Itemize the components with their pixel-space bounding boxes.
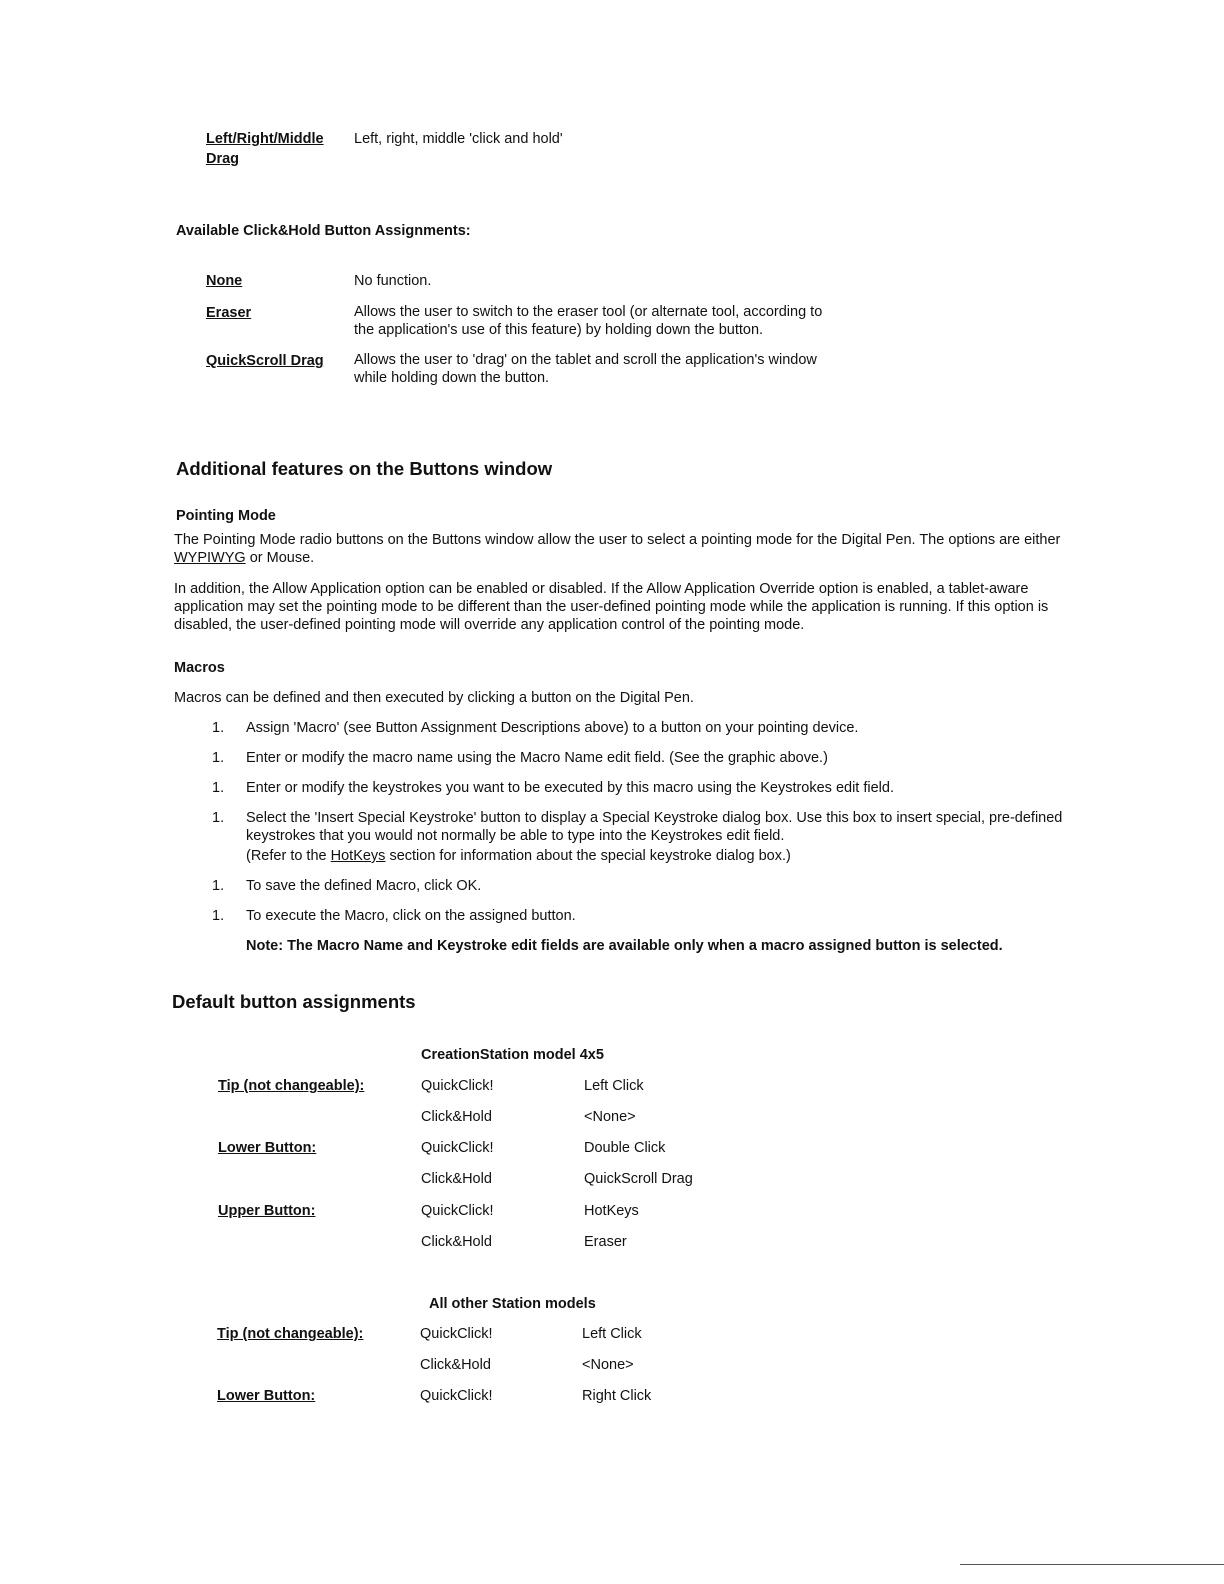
model2-row1-label: Tip (not changeable): [217,1326,364,1342]
macro-step-2-number: 1. [212,750,225,766]
clickhold-desc-eraser-line2: the application's use of this feature) by holding down the button. [354,322,764,338]
model2-row2-value: <None> [582,1357,634,1373]
clickhold-term-quickscroll: QuickScroll Drag [206,353,324,369]
macro-step-4-refer [246,847,1086,865]
macro-step-5-text: To save the defined Macro, click OK. [246,878,482,894]
macro-step-4-text: Select the 'Insert Special Keystroke' button to display a Special Keystroke dialog box. Use this box to insert special, pre-defined keystrokes that you would not normally be able to type into the Keystrokes edit field. [246,810,1063,844]
scan-edge-line [960,1564,1224,1565]
model1-row4-action: Click&Hold [421,1171,492,1187]
model1-row6-action: Click&Hold [421,1234,492,1250]
macro-step-6-text: To execute the Macro, click on the assigned button. [246,908,576,924]
pointing-mode-paragraph-1 [174,531,1094,567]
model2-row2-action: Click&Hold [420,1357,491,1373]
model1-row5-value: HotKeys [584,1203,639,1219]
model1-row6-value: Eraser [584,1234,627,1250]
model1-row3-label: Lower Button: [218,1140,317,1156]
drag-term-line2: Drag [206,151,240,167]
pointing-mode-p1-after: or Mouse. [245,550,315,566]
clickhold-term-eraser: Eraser [206,305,252,321]
model2-title: All other Station models [429,1296,596,1312]
pointing-mode-p1-before: The Pointing Mode radio buttons on the Buttons window allow the user to select a pointing mode for the Digital Pen. The options are either [174,532,1061,548]
refer-before: (Refer to the [246,848,331,864]
drag-description: Left, right, middle 'click and hold' [354,131,563,147]
drag-term-line1: Left/Right/Middle [206,131,324,147]
model1-row4-value: QuickScroll Drag [584,1171,693,1187]
macros-note: Note: The Macro Name and Keystroke edit fields are available only when a macro assigned button is selected. [246,938,1003,954]
macro-step-1-number: 1. [212,720,225,736]
macro-step-5-number: 1. [212,878,225,894]
clickhold-desc-quickscroll-line1: Allows the user to 'drag' on the tablet and scroll the application's window [354,352,817,368]
additional-features-heading: Additional features on the Buttons window [176,458,553,479]
clickhold-term-none: None [206,273,243,289]
hotkeys-link[interactable]: HotKeys [330,848,386,864]
pointing-mode-heading: Pointing Mode [176,508,276,524]
clickhold-heading: Available Click&Hold Button Assignments: [176,223,471,239]
default-assignments-heading: Default button assignments [172,991,416,1012]
macro-step-3-number: 1. [212,780,225,796]
model1-row5-action: QuickClick! [421,1203,494,1219]
model1-row3-value: Double Click [584,1140,666,1156]
model1-title: CreationStation model 4x5 [421,1047,604,1063]
model1-row2-action: Click&Hold [421,1109,492,1125]
model1-row1-action: QuickClick! [421,1078,494,1094]
clickhold-desc-none: No function. [354,273,432,289]
model1-row1-value: Left Click [584,1078,644,1094]
macro-step-3-text: Enter or modify the keystrokes you want to be executed by this macro using the Keystrokes edit field. [246,780,894,796]
model1-row5-label: Upper Button: [218,1203,316,1219]
model2-row3-value: Right Click [582,1388,652,1404]
macro-step-4-number: 1. [212,810,225,826]
refer-after: section for information about the special keystroke dialog box.) [385,848,791,864]
macros-heading: Macros [174,660,225,676]
macro-step-1-text: Assign 'Macro' (see Button Assignment Descriptions above) to a button on your pointing device. [246,720,859,736]
model1-row3-action: QuickClick! [421,1140,494,1156]
macros-intro: Macros can be defined and then executed by clicking a button on the Digital Pen. [174,690,694,706]
clickhold-desc-quickscroll-line2: while holding down the button. [354,370,550,386]
model2-row1-action: QuickClick! [420,1326,493,1342]
model2-row3-label: Lower Button: [217,1388,316,1404]
macro-step-6-number: 1. [212,908,225,924]
model1-row1-label: Tip (not changeable): [218,1078,365,1094]
macro-step-2-text: Enter or modify the macro name using the Macro Name edit field. (See the graphic above.) [246,750,828,766]
wypiwyg-link[interactable]: WYPIWYG [174,550,246,566]
model2-row3-action: QuickClick! [420,1388,493,1404]
clickhold-desc-eraser-line1: Allows the user to switch to the eraser tool (or alternate tool, according to [354,304,823,320]
model2-row1-value: Left Click [582,1326,642,1342]
model1-row2-value: <None> [584,1109,636,1125]
pointing-mode-paragraph-2: In addition, the Allow Application option can be enabled or disabled. If the Allow Application Override option is enabled, a tablet-aware application may set the pointing mode to be different than the user-defined pointing mode while the application is running. If this option is disabled, the user-defined pointing mode will override any application control of the pointing mode. [174,581,1049,633]
